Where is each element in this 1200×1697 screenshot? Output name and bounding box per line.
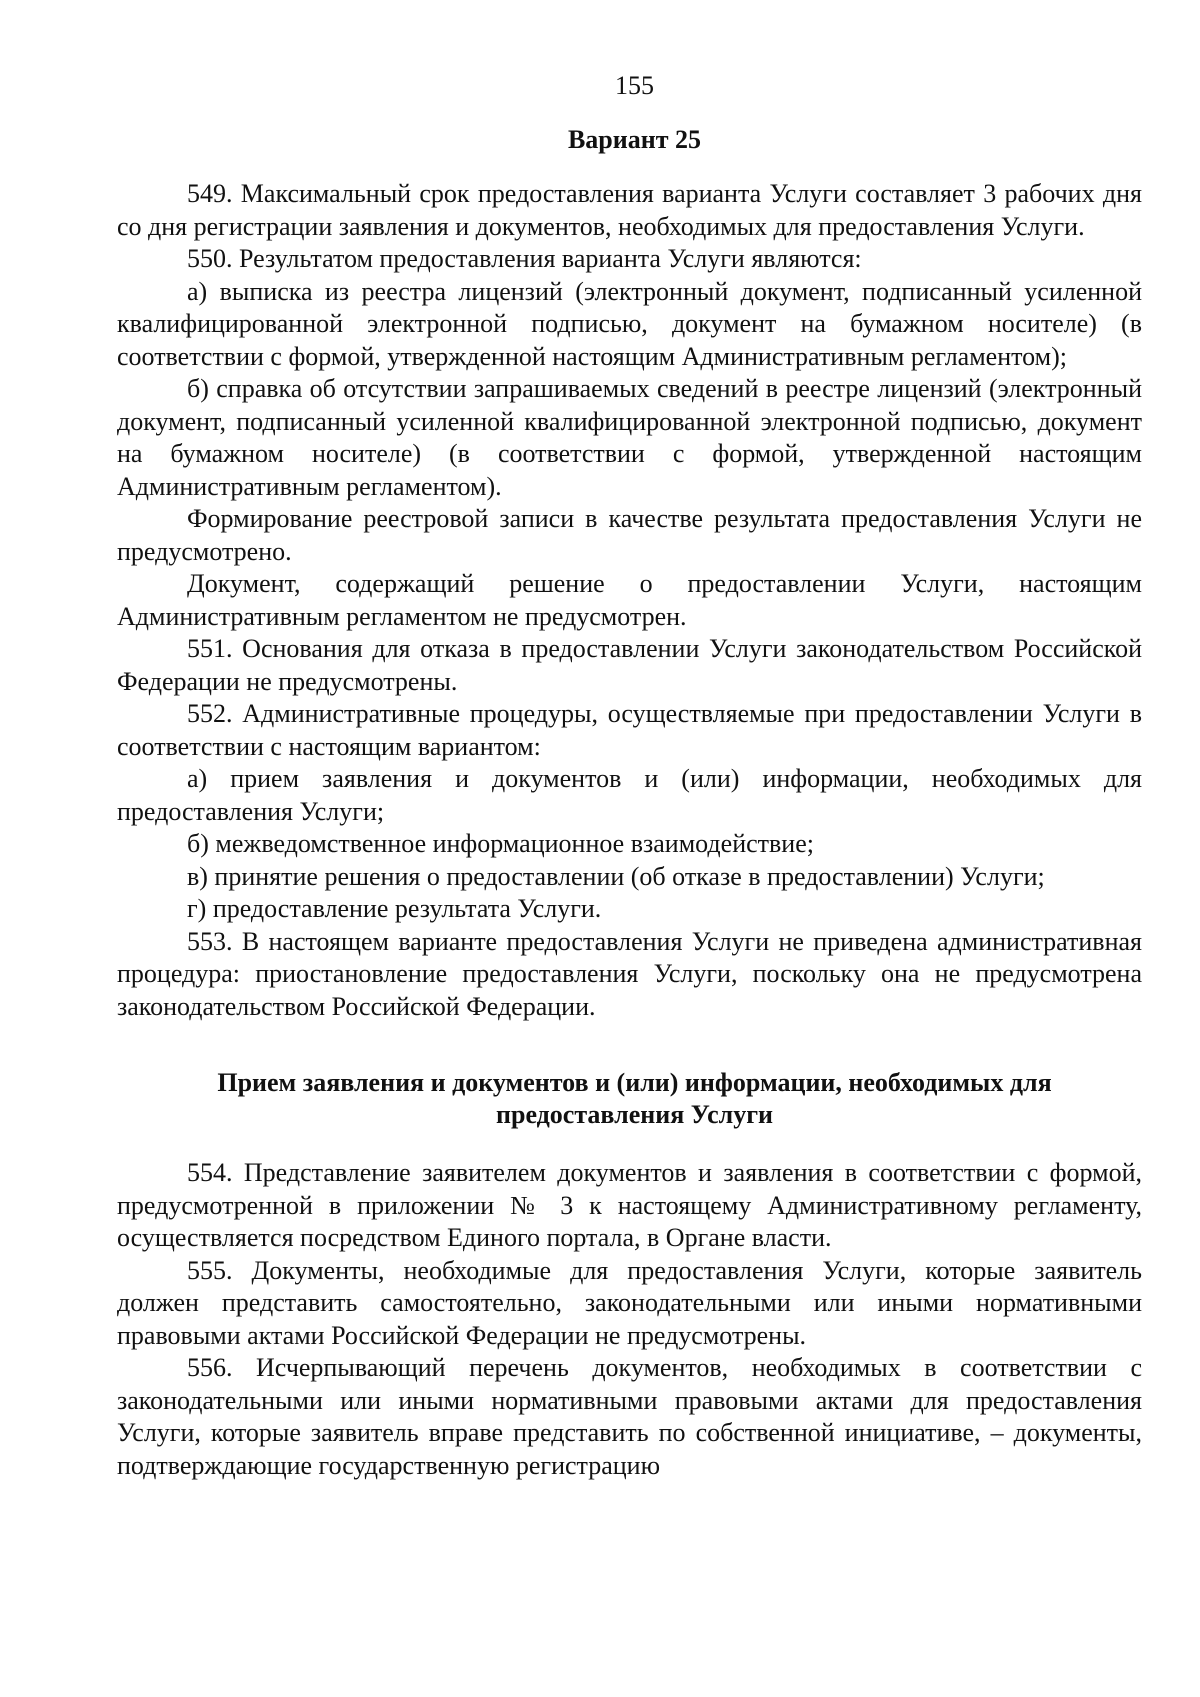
paragraph-549: 549. Максимальный срок предоставления варианта Услуги составляет 3 рабочих дня со дня регистрации заявления и документов, необходимых для предоставления Услуги. [117,179,1142,241]
section-heading: Прием заявления и документов и (или) информации, необходимых для предоставления Услуги [217,1068,1052,1129]
paragraph-554: 554. Представление заявителем документов и заявления в соответствии с формой, предусмотренной в приложении № 3 к настоящему Административному регламенту, осуществляется посредством Единого портала, в Органе власти. [117,1158,1142,1252]
paragraph-553: 553. В настоящем варианте предоставления Услуги не приведена административная процедура: приостановление предоставления Услуги, поскольку она не предусмотрена законодательством Российской Федерации. [117,926,1142,1021]
page-number: 155 [615,71,654,100]
paragraph-550-a: а) выписка из реестра лицензий (электронный документ, подписанный усиленной квалифицированной электронной подписью, документ на бумажном носителе) (в соответствии с формой, утвержденной настоящим Административным регламентом); [117,276,1142,371]
paragraph-550: 550. Результатом предоставления варианта Услуги являются: [187,244,862,273]
paragraph-556: 556. Исчерпывающий перечень документов, необходимых в соответствии с законодательными или иными нормативными правовыми актами для предоставления Услуги, которые заявитель вправе представить по собственной инициативе, – документы, подтверждающие государственную регистрацию [117,1353,1142,1480]
section-body-2 [117,1157,1142,1482]
document-page [117,70,1142,1482]
paragraph-551: 551. Основания для отказа в предоставлении Услуги законодательством Российской Федерации не предусмотрены. [117,634,1142,696]
paragraph-registry-record: Формирование реестровой записи в качестве результата предоставления Услуги не предусмотрено. [117,504,1142,566]
paragraph-552-v: в) принятие решения о предоставлении (об отказе в предоставлении) Услуги; [187,861,1045,891]
paragraph-552: 552. Административные процедуры, осуществляемые при предоставлении Услуги в соответствии с настоящим вариантом: [117,699,1142,761]
paragraph-decision-document: Документ, содержащий решение о предоставлении Услуги, настоящим Административным регламентом не предусмотрен. [117,569,1142,631]
paragraph-552-a: а) прием заявления и документов и (или) информации, необходимых для предоставления Услуги; [117,764,1142,826]
section-body-1 [117,178,1142,1023]
paragraph-550-b: б) справка об отсутствии запрашиваемых сведений в реестре лицензий (электронный документ, подписанный усиленной квалифицированной электронной подписью, документ на бумажном носителе) (в соответствии с формой, утвержденной настоящим Административным регламентом). [117,374,1142,501]
variant-heading: Вариант 25 [567,125,702,154]
paragraph-552-b: б) межведомственное информационное взаимодействие; [187,829,814,858]
paragraph-552-g: г) предоставление результата Услуги. [187,894,602,923]
paragraph-555: 555. Документы, необходимые для предоставления Услуги, которые заявитель должен представить самостоятельно, законодательными или иными нормативными правовыми актами Российской Федерации не предусмотрены. [117,1255,1142,1350]
